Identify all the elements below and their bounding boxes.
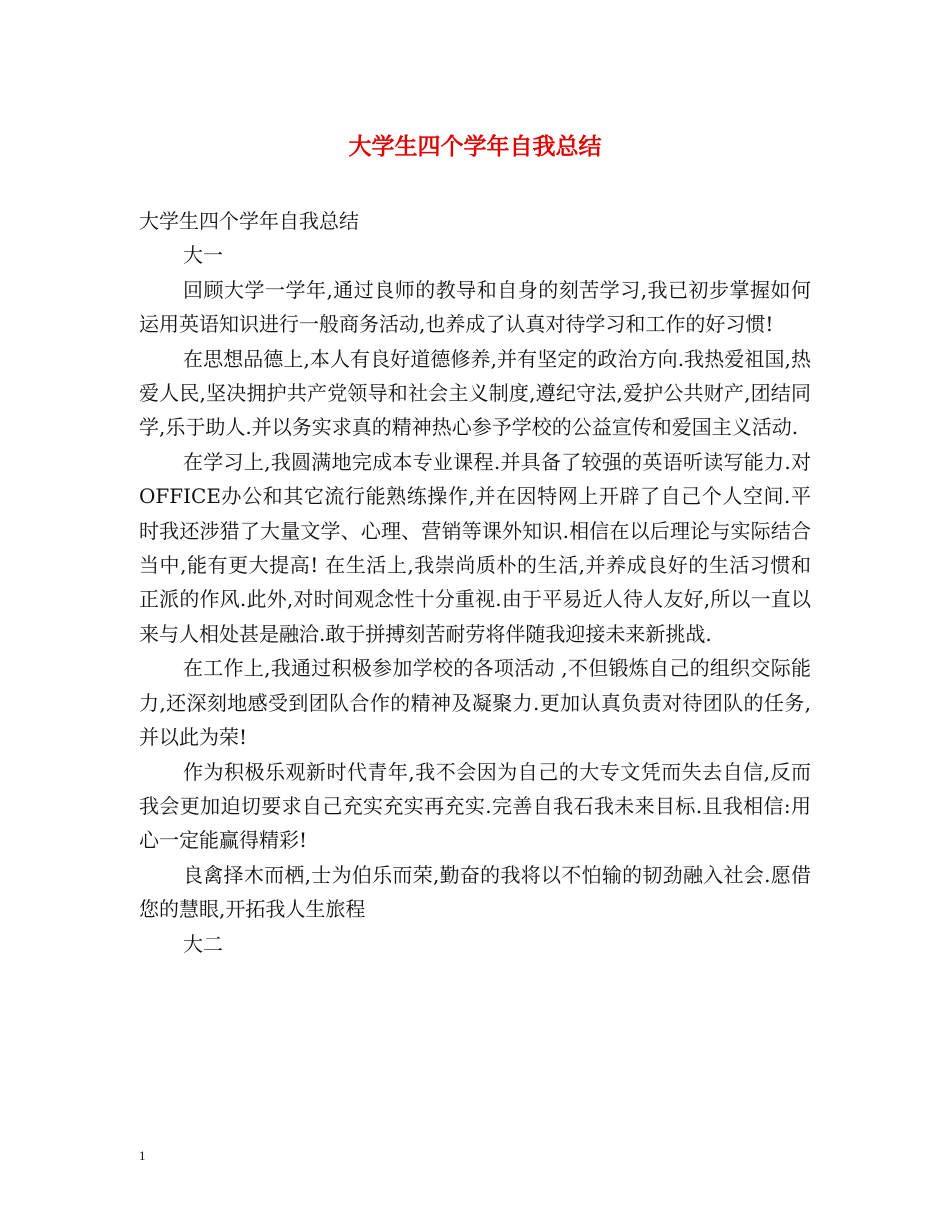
paragraph-moral: 在思想品德上,本人有良好道德修养,并有坚定的政治方向.我热爱祖国,热爱人民,坚决拥护共产党领导和社会主义制度,遵纪守法,爱护公共财产,团结同学,乐于助人.并以务实求真的精神热心参予学校的公益宣传和爱国主义活动.	[139, 346, 811, 440]
paragraph-review: 回顾大学一学年,通过良师的教导和自身的刻苦学习,我已初步掌握如何运用英语知识进行一般商务活动,也养成了认真对待学习和工作的好习惯!	[139, 277, 811, 337]
document-title: 大学生四个学年自我总结	[348, 134, 602, 160]
page-number: 1	[139, 1148, 146, 1163]
section-heading-year-one: 大一	[183, 243, 223, 268]
paragraph-confidence: 作为积极乐观新时代青年,我不会因为自己的大专文凭而失去自信,反而我会更加迫切要求自己充实充实再充实.完善自我石我未来目标.且我相信:用心一定能赢得精彩!	[139, 759, 811, 853]
paragraph-work: 在工作上,我通过积极参加学校的各项活动 ,不但锻炼自己的组织交际能力,还深刻地感受到团队合作的精神及凝聚力.更加认真负责对待团队的任务,并以此为荣!	[139, 656, 811, 750]
document-subtitle: 大学生四个学年自我总结	[139, 209, 359, 233]
section-heading-year-two: 大二	[183, 931, 223, 956]
paragraph-study-life: 在学习上,我圆满地完成本专业课程.并具备了较强的英语听读写能力.对OFFICE办公和其它流行能熟练操作,并在因特网上开辟了自己个人空间.平时我还涉猎了大量文学、心理、营销等课外知识.相信在以后理论与实际结合当中,能有更大提高! 在生活上,我崇尚质朴的生活,并养成良好的生活习惯和正派的作风.此外,对时间观念性十分重视.由于平易近人待人友好,所以一直以来与人相处甚是融洽.敢于拼搏刻苦耐劳将伴随我迎接未来新挑战.	[139, 449, 811, 646]
paragraph-closing: 良禽择木而栖,士为伯乐而荣,勤奋的我将以不怕输的韧劲融入社会.愿借您的慧眼,开拓我人生旅程	[139, 862, 811, 922]
document-body	[139, 204, 811, 961]
